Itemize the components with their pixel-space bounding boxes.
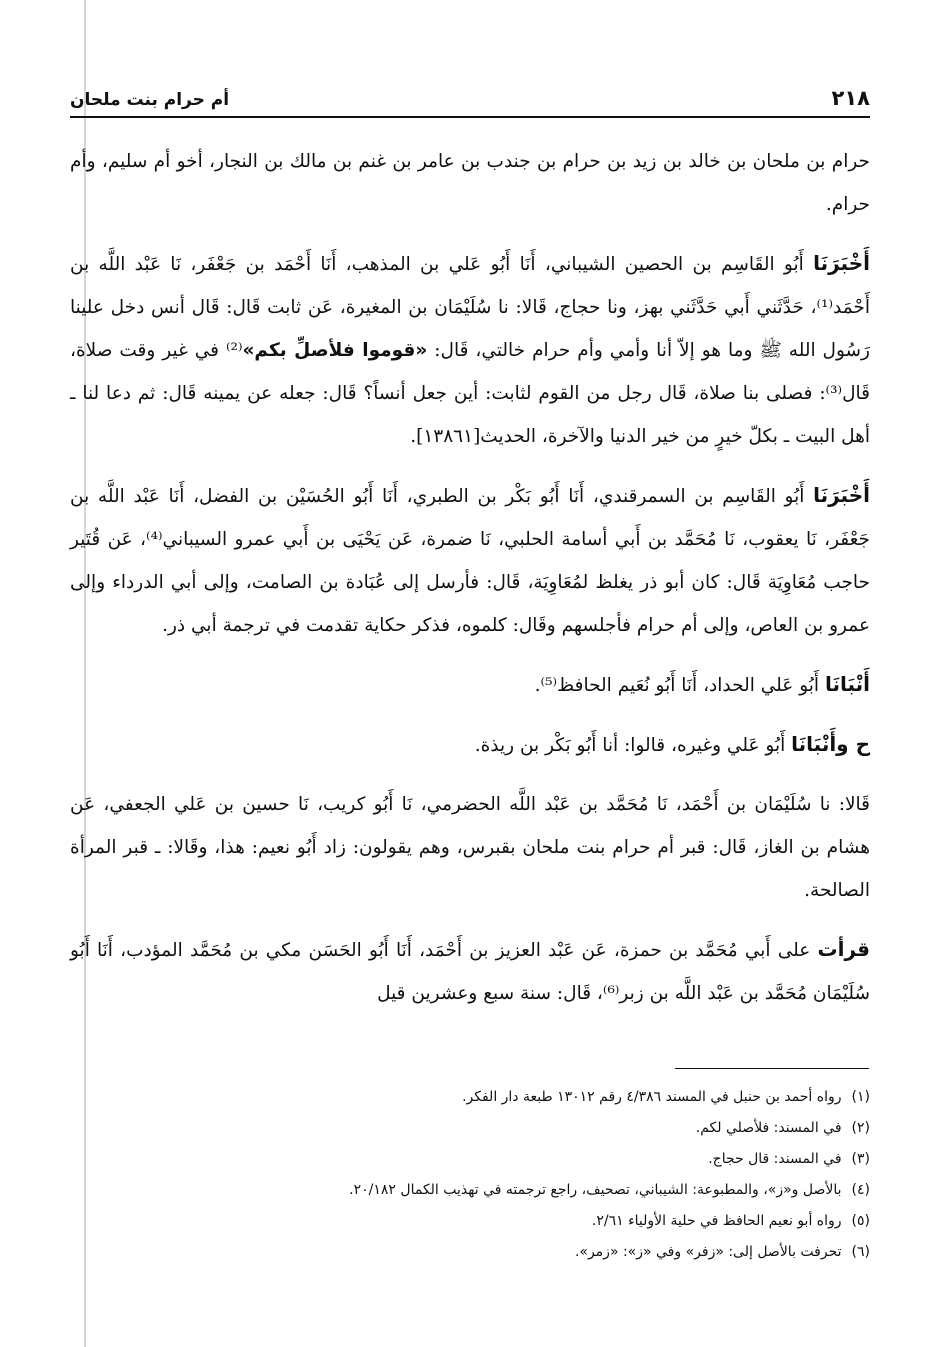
footnote-number: (٥) [851,1213,870,1229]
header-rule [70,116,870,118]
paragraph-text: أَبُو القَاسِم بن السمرقندي، أَنَا أَبُو بَكْر بن الطبري، أَنَا أَبُو الحُسَيْن بن الفضل، أَنَا عَبْد اللَّه بن جَعْفَر، نَا يعقوب، نَا مُحَمَّد بن أَبي أسامة الحلبي، نَا ضمرة، عَن يَحْيَى بن أَبي عمرو السيباني⁽⁴⁾، عَن قُتَير حاجب مُعَاوِيَة قَال: كان أبو ذر يغلظ لمُعَاوِيَة، قَال: فأرسل إلى عُبَادة بن الصامت، وإلى أبي الدرداء وإلى عمرو بن العاص، وإلى أم حرام فأجلسهم وقَال: كلموه، فذكر حكاية تقدمت في ترجمة أبي ذر. [70,486,870,636]
footnote [70,1144,870,1175]
footnote [70,1082,870,1113]
paragraph [70,474,870,647]
footnote-number: (٢) [851,1120,870,1136]
paragraph-text: أَبُو القَاسِم بن الحصين الشيباني، أَنَا أَبُو عَلي بن المذهب، أَنَا أَحْمَد بن جَعْفَر، نَا عَبْد اللَّه بن أَحْمَد⁽¹⁾، حَدَّثَني أَبي حَدَّثَني بهز، ونا حجاج، قَالا: نا سُلَيْمَان بن المغيرة، عَن ثابت قَال: قَال أنس دخل علينا رَسُول الله ﷺ وما هو إلاّ أنا وأمي وأم حرام خالتي، قَال: [70,254,870,361]
footnote-number: (٤) [851,1182,870,1198]
footnote-text: في المسند: قال حجاج. [708,1151,842,1167]
paragraph-text: أَبُو عَلي الحداد، أَنَا أَبُو نُعَيم الحافظ⁽⁵⁾. [534,675,825,696]
paragraph-text: أَبُو عَلي وغيره، قالوا: أنا أَبُو بَكْر بن ريذة. [474,735,792,756]
footnote-text: رواه أبو نعيم الحافظ في حلية الأولياء ٢/٦١. [591,1213,842,1229]
footnote-text: بالأصل و«ز»، والمطبوعة: الشيباني، تصحيف، راجع ترجمته في تهذيب الكمال ٢٠/١٨٢. [349,1182,842,1198]
paragraph [70,242,870,458]
footnote [70,1206,870,1237]
paragraph-lead-word: أَخْبَرَنَا [813,251,870,275]
footnote [70,1175,870,1206]
footnote [70,1237,870,1268]
footnote-number: (٦) [851,1244,870,1260]
paragraph [70,663,870,707]
paragraph-lead-word: قرأت [817,937,870,961]
footnote-number: (١) [851,1089,870,1105]
paragraph-text: قَالا: نا سُلَيْمَان بن أَحْمَد، نَا مُحَمَّد بن عَبْد اللَّه الحضرمي، نَا أَبُو كريب، نَا حسين بن عَلي الجعفي، عَن هشام بن الغاز، قَال: قبر أم حرام بنت ملحان بقبرس، وهم يقولون: زاد أَبُو نعيم: هذا، وقَالا: ـ قبر المرأة الصالحة. [70,794,870,901]
main-text [70,140,870,1031]
footnote-text: في المسند: فلأصلي لكم. [695,1120,842,1136]
paragraph [70,928,870,1015]
footnote-text: رواه أحمد بن حنبل في المسند ٤/٣٨٦ رقم ١٣٠١٢ طبعة دار الفكر. [462,1089,842,1105]
paragraph [70,140,870,226]
paragraph-lead-word: أَنْبَانَا [824,672,870,696]
paragraph-lead-word: أَخْبَرَنَا [813,483,870,507]
footnote-number: (٣) [851,1151,870,1167]
running-title: أم حرام بنت ملحان [70,90,230,110]
footnote [70,1113,870,1144]
page-number: ٢١٨ [831,86,870,110]
paragraph [70,723,870,767]
page-header [70,80,870,110]
footnote-text: تحرفت بالأصل إلى: «زفر» وفي «ز»: «زمر». [574,1244,842,1260]
footnotes [70,1082,870,1268]
footnote-separator [675,1068,869,1069]
paragraph-lead-word: ح وأَنْبَانَا [791,732,870,756]
paragraph [70,783,870,912]
paragraph-text: على أَبي مُحَمَّد بن حمزة، عَن عَبْد العزيز بن أَحْمَد، أَنَا أَبُو الحَسَن مكي بن مُحَمَّد المؤدب، أَنَا أَبُو سُلَيْمَان مُحَمَّد بن عَبْد اللَّه بن زبر⁽⁶⁾، قَال: سنة سبع وعشرين قيل [70,940,870,1004]
paragraph-text-tail: ⁽²⁾ في غير وقت صلاة، قَال⁽³⁾: فصلى بنا صلاة، قَال رجل من القوم لثابت: أين جعل أنساً؟ قَال: جعله عن يمينه قَال: ثم دعا لنا ـ أهل البيت ـ بكلّ خيرٍ من خير الدنيا والآخرة، الحديث[١٣٨٦١]. [70,340,870,447]
paragraph-text: حرام بن ملحان بن خالد بن زيد بن حرام بن جندب بن عامر بن غنم بن مالك بن النجار، أخو أم سليم، وأم حرام. [70,151,870,215]
hadith-quote: «قوموا فلأصلِّ بكم» [242,340,428,361]
